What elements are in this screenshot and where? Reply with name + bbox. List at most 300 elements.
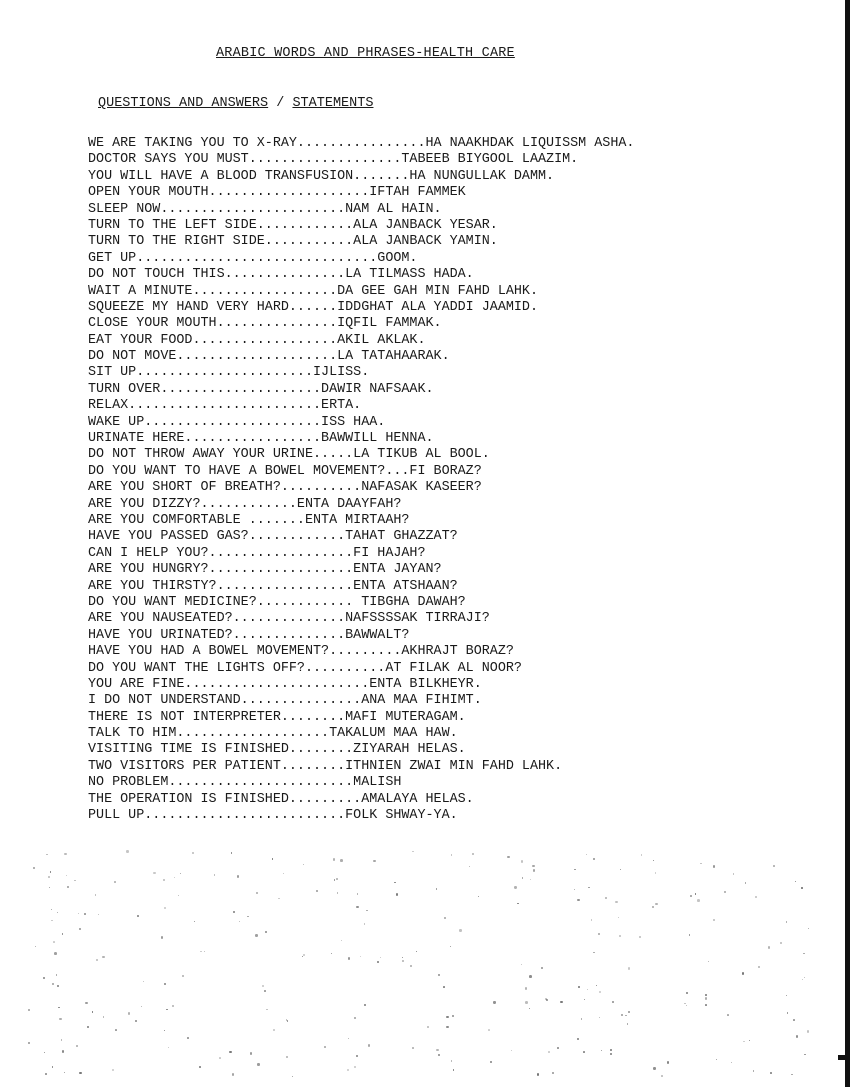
scan-speck — [64, 1072, 65, 1073]
scan-speck — [348, 957, 350, 959]
phrase-line: DO NOT THROW AWAY YOUR URINE.....LA TIKUB AL BOOL. — [88, 447, 490, 463]
scan-speck — [444, 917, 446, 919]
scan-speck — [62, 933, 63, 934]
scan-speck — [705, 1004, 707, 1006]
phrase-line: SQUEEZE MY HAND VERY HARD......IDDGHAT ALA YADDI JAAMID. — [88, 299, 538, 315]
scan-speck — [164, 983, 166, 985]
scan-speck — [74, 880, 76, 882]
phrase-line: TALK TO HIM...................TAKALUM MAA HAW. — [88, 726, 458, 742]
scan-speck — [192, 852, 194, 854]
scan-speck — [98, 914, 99, 915]
scan-speck — [85, 1002, 87, 1004]
scan-speck — [57, 985, 59, 987]
scan-speck — [62, 1050, 64, 1052]
scan-speck — [533, 869, 535, 871]
scan-speck — [529, 1008, 530, 1009]
scan-speck — [695, 893, 697, 895]
scan-speck — [599, 991, 601, 993]
scan-speck — [529, 975, 532, 978]
scan-speck — [115, 1029, 117, 1031]
scan-speck — [786, 921, 788, 923]
phrase-line: EAT YOUR FOOD..................AKIL AKLAK. — [88, 332, 426, 348]
scan-speck — [596, 985, 597, 986]
scan-speck — [493, 1001, 495, 1003]
scan-speck — [61, 1039, 62, 1040]
scan-speck — [28, 1042, 30, 1044]
phrase-line: TURN TO THE LEFT SIDE............ALA JANBACK YESAR. — [88, 217, 498, 233]
scan-speck — [517, 903, 518, 904]
scan-speck — [525, 1001, 528, 1004]
scan-speck — [574, 889, 575, 890]
scan-speck — [52, 983, 54, 985]
scan-speck — [577, 899, 579, 901]
scan-speck — [451, 1060, 452, 1061]
scan-speck — [628, 1011, 630, 1013]
phrase-line: GET UP..............................GOOM. — [88, 250, 418, 266]
scan-speck — [749, 1040, 750, 1041]
scan-speck — [686, 992, 688, 994]
scan-speck — [229, 1051, 231, 1053]
scan-speck — [598, 933, 600, 935]
scan-speck — [652, 906, 654, 908]
scan-speck — [655, 903, 658, 906]
scan-speck — [331, 953, 333, 955]
scan-speck — [347, 1069, 349, 1071]
phrase-list — [88, 136, 634, 824]
scan-speck — [64, 853, 66, 855]
scan-speck — [58, 1007, 59, 1008]
scan-speck — [51, 920, 52, 921]
scan-speck — [272, 858, 274, 860]
scan-speck — [161, 936, 163, 938]
scan-speck — [625, 1015, 626, 1016]
scan-speck — [265, 931, 267, 933]
scan-speck — [336, 878, 338, 880]
scan-speck — [548, 1051, 550, 1053]
phrase-line: OPEN YOUR MOUTH....................IFTAH FAMMEK — [88, 185, 466, 201]
scan-speck — [356, 1055, 358, 1057]
phrase-line: TWO VISITORS PER PATIENT........ITHNIEN ZWAI MIN FAHD LAHK. — [88, 758, 563, 774]
scan-speck — [618, 917, 620, 919]
scan-speck — [541, 967, 543, 969]
scan-speck — [667, 1061, 669, 1063]
scan-speck — [469, 866, 470, 867]
scan-speck — [256, 892, 258, 894]
scan-speck — [233, 911, 235, 913]
scan-speck — [52, 1066, 54, 1068]
scan-speck — [773, 865, 775, 867]
scan-speck — [661, 1075, 663, 1077]
scan-speck — [768, 946, 770, 948]
scan-speck — [357, 893, 359, 895]
scan-speck — [76, 1045, 78, 1047]
scan-speck — [639, 936, 641, 938]
scan-speck — [239, 921, 240, 922]
scan-speck — [610, 1049, 612, 1051]
phrase-line: ARE YOU SHORT OF BREATH?..........NAFASAK KASEER? — [88, 480, 482, 496]
scan-speck — [348, 1038, 349, 1039]
scan-speck — [770, 1072, 772, 1074]
scan-speck — [412, 851, 414, 853]
scan-speck — [478, 896, 479, 897]
scan-speck — [724, 891, 725, 892]
scan-speck — [262, 985, 264, 987]
scan-speck — [436, 1049, 439, 1052]
scan-speck — [126, 850, 128, 852]
scan-speck — [43, 977, 45, 979]
phrase-line: ARE YOU HUNGRY?..................ENTA JAYAN? — [88, 562, 442, 578]
scan-speck — [232, 1073, 234, 1075]
scan-speck — [356, 906, 358, 908]
scan-speck — [532, 865, 534, 867]
scan-speck — [266, 1009, 268, 1011]
scan-speck — [164, 907, 166, 909]
scan-speck — [255, 934, 257, 936]
scan-speck — [380, 957, 381, 958]
scan-speck — [199, 1066, 201, 1068]
scan-speck — [143, 981, 144, 982]
phrase-line: TURN OVER....................DAWIR NAFSAAK. — [88, 381, 434, 397]
scan-speck — [743, 1041, 745, 1043]
phrase-line: RELAX........................ERTA. — [88, 398, 362, 414]
scan-speck — [28, 1009, 30, 1011]
scan-speck — [182, 975, 185, 978]
scan-speck — [360, 956, 361, 957]
scan-speck — [686, 1005, 687, 1006]
scan-speck — [804, 977, 806, 979]
scan-speck — [303, 864, 305, 866]
scan-speck — [364, 923, 366, 925]
scan-speck — [333, 858, 335, 860]
scan-speck — [807, 1030, 809, 1032]
scan-speck — [112, 1069, 114, 1071]
scan-speck — [278, 898, 280, 900]
phrase-line: CAN I HELP YOU?..................FI HAJAH? — [88, 545, 426, 561]
scan-speck — [599, 1017, 600, 1018]
scan-speck — [451, 854, 452, 855]
scan-speck — [438, 1054, 440, 1056]
scan-speck — [808, 928, 809, 929]
scan-speck — [103, 1016, 104, 1017]
scan-speck — [787, 1012, 789, 1014]
scan-speck — [402, 957, 403, 958]
scan-speck — [591, 919, 592, 920]
scan-speck — [620, 869, 621, 870]
scan-speck — [612, 1001, 613, 1002]
scan-speck — [402, 960, 404, 962]
scan-speck — [436, 888, 438, 890]
phrase-line: PULL UP.........................FOLK SHWAY-YA. — [88, 808, 458, 824]
phrase-line: VISITING TIME IS FINISHED........ZIYARAH HELAS. — [88, 742, 466, 758]
phrase-line: HAVE YOU URINATED?..............BAWWALT? — [88, 627, 410, 643]
page-edge-tab — [838, 1055, 850, 1060]
scan-speck — [302, 956, 303, 957]
scan-speck — [102, 956, 105, 959]
scan-speck — [588, 887, 589, 888]
scan-speck — [584, 999, 585, 1000]
phrase-line: WE ARE TAKING YOU TO X-RAY................HA NAAKHDAK LIQUISSM ASHA. — [88, 136, 635, 151]
scan-speck — [410, 965, 412, 967]
scan-speck — [95, 894, 97, 896]
phrase-line: DO NOT MOVE....................LA TATAHAARAK. — [88, 349, 450, 365]
phrase-line: YOU ARE FINE.......................ENTA BILKHEYR. — [88, 676, 482, 692]
phrase-line: NO PROBLEM.......................MALISH — [88, 775, 402, 791]
scan-speck — [705, 994, 707, 996]
scan-speck — [655, 872, 657, 874]
scan-speck — [66, 875, 67, 876]
scan-speck — [587, 989, 588, 990]
scan-speck — [690, 895, 692, 897]
scan-speck — [530, 879, 531, 880]
scan-speck — [79, 1072, 81, 1074]
subtitle-separator: / — [268, 96, 293, 111]
scan-speck — [700, 863, 702, 865]
document-subtitle — [98, 96, 373, 111]
scan-speck — [488, 1029, 490, 1031]
scan-speck — [514, 886, 516, 888]
phrase-line: ARE YOU THIRSTY?.................ENTA ATSHAAN? — [88, 578, 458, 594]
scan-speck — [204, 951, 205, 952]
scan-speck — [194, 921, 195, 922]
scan-speck — [33, 867, 35, 869]
scan-speck — [583, 1051, 585, 1053]
scan-speck — [552, 1072, 554, 1074]
subtitle-questions: QUESTIONS AND ANSWERS — [98, 96, 269, 111]
scan-speck — [708, 961, 709, 962]
scan-speck — [340, 859, 343, 862]
scan-speck — [416, 951, 417, 952]
scan-speck — [79, 928, 81, 930]
scan-speck — [48, 876, 50, 878]
scan-speck — [364, 1004, 366, 1006]
scan-speck — [450, 946, 451, 947]
scan-speck — [273, 1029, 275, 1031]
scan-speck — [621, 1014, 623, 1016]
phrase-line: YOU WILL HAVE A BLOOD TRANSFUSION.......HA NUNGULLAK DAMM. — [88, 168, 555, 184]
scan-speck — [303, 954, 305, 956]
scan-speck — [577, 1038, 579, 1040]
scan-speck — [521, 860, 523, 862]
scan-speck — [601, 1050, 602, 1051]
phrase-line: HAVE YOU PASSED GAS?............TAHAT GHAZZAT? — [88, 529, 458, 545]
scan-speck — [459, 929, 461, 931]
scan-speck — [368, 1044, 370, 1046]
scan-speck — [795, 881, 796, 882]
scan-speck — [755, 896, 757, 898]
scan-speck — [689, 934, 691, 936]
scan-speck — [214, 874, 215, 875]
scan-speck — [557, 1047, 559, 1049]
scan-speck — [187, 1037, 189, 1039]
scan-speck — [92, 1011, 93, 1012]
scan-speck — [35, 946, 36, 947]
scan-speck — [164, 1030, 165, 1031]
scan-speck — [366, 910, 367, 911]
scan-speck — [46, 854, 47, 855]
scan-speck — [560, 1001, 562, 1003]
scan-speck — [44, 1052, 45, 1053]
scan-speck — [753, 1070, 755, 1072]
scan-speck — [172, 1005, 174, 1007]
scan-speck — [627, 1023, 629, 1025]
scan-speck — [341, 940, 342, 941]
scan-speck — [802, 979, 803, 980]
phrase-line: CLOSE YOUR MOUTH...............IQFIL FAMMAK. — [88, 316, 442, 332]
scan-speck — [264, 990, 266, 992]
scan-speck — [793, 1019, 795, 1021]
phrase-line: WAKE UP......................ISS HAA. — [88, 414, 386, 430]
scan-speck — [231, 852, 232, 853]
scan-speck — [780, 942, 782, 944]
phrase-line: ARE YOU NAUSEATED?..............NAFSSSSAK TIRRAJI? — [88, 611, 490, 627]
scan-speck — [745, 882, 747, 884]
scan-speck — [791, 1074, 792, 1075]
scan-speck — [727, 1014, 729, 1016]
scan-speck — [56, 974, 57, 975]
scan-speck — [713, 865, 715, 867]
scan-speck — [250, 1052, 252, 1054]
phrase-line: DOCTOR SAYS YOU MUST...................TABEEB BIYGOOL LAAZIM. — [88, 152, 579, 168]
scan-speck — [59, 1018, 61, 1020]
scan-speck — [605, 897, 607, 899]
scan-speck — [354, 1017, 356, 1019]
scan-speck — [537, 1073, 539, 1075]
scan-speck — [803, 953, 805, 955]
scan-speck — [53, 941, 55, 943]
scan-speck — [324, 1046, 326, 1048]
scan-speck — [427, 1026, 429, 1028]
scan-speck — [247, 916, 249, 918]
page-edge — [845, 0, 850, 1087]
scan-speck — [522, 877, 523, 878]
scan-speck — [394, 882, 396, 884]
scan-speck — [114, 881, 116, 883]
scan-speck — [443, 986, 445, 988]
scan-speck — [57, 912, 58, 913]
scan-speck — [67, 886, 69, 888]
scan-speck — [174, 877, 175, 878]
scan-speck — [219, 1057, 221, 1059]
document-title: ARABIC WORDS AND PHRASES-HEALTH CARE — [216, 46, 515, 61]
scan-speck — [50, 871, 52, 873]
scan-speck — [804, 1054, 805, 1055]
scan-speck — [137, 915, 139, 917]
scan-speck — [705, 997, 707, 999]
scan-speck — [396, 893, 399, 896]
scan-speck — [337, 892, 339, 894]
phrase-line: URINATE HERE.................BAWWILL HENNA. — [88, 431, 434, 447]
scan-speck — [446, 1016, 448, 1018]
scan-speck — [453, 1069, 454, 1070]
scan-speck — [653, 1067, 655, 1069]
scan-speck — [641, 854, 643, 856]
scan-speck — [521, 964, 522, 965]
phrase-line: DO YOU WANT MEDICINE?............ TIBGHA DAWAH? — [88, 594, 466, 610]
scan-speck — [163, 879, 165, 881]
scan-speck — [257, 1063, 259, 1065]
scan-speck — [452, 1015, 454, 1017]
scan-speck — [697, 899, 700, 902]
scan-speck — [128, 1012, 131, 1015]
scan-speck — [716, 1059, 717, 1060]
scan-speck — [200, 951, 201, 952]
scan-speck — [581, 1018, 583, 1020]
scan-speck — [377, 961, 379, 963]
phrase-line: DO NOT TOUCH THIS...............LA TILMASS HADA. — [88, 267, 474, 283]
scan-speck — [78, 913, 79, 914]
scan-speck — [742, 972, 744, 974]
scan-speck — [354, 1066, 356, 1068]
scan-speck — [51, 909, 53, 911]
scan-speck — [45, 1073, 47, 1075]
phrase-line: THE OPERATION IS FINISHED.........AMALAYA HELAS. — [88, 791, 474, 807]
phrase-line: WAIT A MINUTE..................DA GEE GAH MIN FAHD LAHK. — [88, 283, 538, 299]
scan-speck — [292, 1076, 293, 1077]
scan-speck — [54, 952, 57, 955]
scan-speck — [237, 875, 239, 877]
phrase-line: THERE IS NOT INTERPRETER........MAFI MUTERAGAM. — [88, 709, 466, 725]
scan-speck — [84, 913, 86, 915]
scan-speck — [373, 860, 376, 863]
subtitle-statements: STATEMENTS — [292, 96, 374, 111]
scan-speck — [180, 873, 182, 875]
scan-speck — [511, 1050, 512, 1051]
phrase-line: HAVE YOU HAD A BOWEL MOVEMENT?.........AKHRAJT BORAZ? — [88, 644, 514, 660]
scan-speck — [135, 1020, 137, 1022]
phrase-line: DO YOU WANT THE LIGHTS OFF?..........AT FILAK AL NOOR? — [88, 660, 522, 676]
phrase-line: ARE YOU COMFORTABLE .......ENTA MIRTAAH? — [88, 512, 410, 528]
scan-speck — [713, 919, 715, 921]
scan-speck — [578, 986, 580, 988]
phrase-line: I DO NOT UNDERSTAND...............ANA MAA FIHIMT. — [88, 693, 482, 709]
scan-speck — [731, 1062, 732, 1063]
scan-speck — [758, 966, 760, 968]
scan-speck — [412, 1047, 414, 1049]
scan-speck — [525, 987, 527, 989]
scan-speck — [166, 1009, 167, 1010]
scan-speck — [593, 952, 594, 953]
scan-speck — [446, 1026, 448, 1028]
scan-speck — [316, 890, 318, 892]
scan-speck — [619, 935, 621, 937]
scan-speck — [653, 860, 654, 861]
scan-speck — [286, 1056, 288, 1058]
scan-speck — [574, 869, 575, 870]
scan-speck — [438, 974, 439, 975]
scan-speck — [615, 901, 617, 903]
scan-speck — [593, 858, 595, 860]
scan-speck — [733, 873, 734, 874]
phrase-line: TURN TO THE RIGHT SIDE...........ALA JANBACK YAMIN. — [88, 234, 498, 250]
scan-speck — [472, 853, 474, 855]
phrase-line: ARE YOU DIZZY?............ENTA DAAYFAH? — [88, 496, 402, 512]
scan-speck — [586, 854, 588, 856]
scan-speck — [507, 856, 510, 859]
phrase-line: DO YOU WANT TO HAVE A BOWEL MOVEMENT?...FI BORAZ? — [88, 463, 482, 479]
scan-speck — [283, 873, 284, 874]
scan-speck — [490, 1061, 492, 1063]
scan-speck — [786, 995, 787, 996]
scan-speck — [178, 895, 179, 896]
scan-speck — [87, 1026, 89, 1028]
scan-speck — [141, 1006, 142, 1007]
scan-speck — [610, 1053, 612, 1055]
phrase-line: SIT UP......................IJLISS. — [88, 365, 370, 381]
scan-speck — [96, 959, 98, 961]
scan-speck — [628, 967, 630, 969]
scan-speck — [153, 872, 155, 874]
scan-speck — [168, 1047, 169, 1048]
